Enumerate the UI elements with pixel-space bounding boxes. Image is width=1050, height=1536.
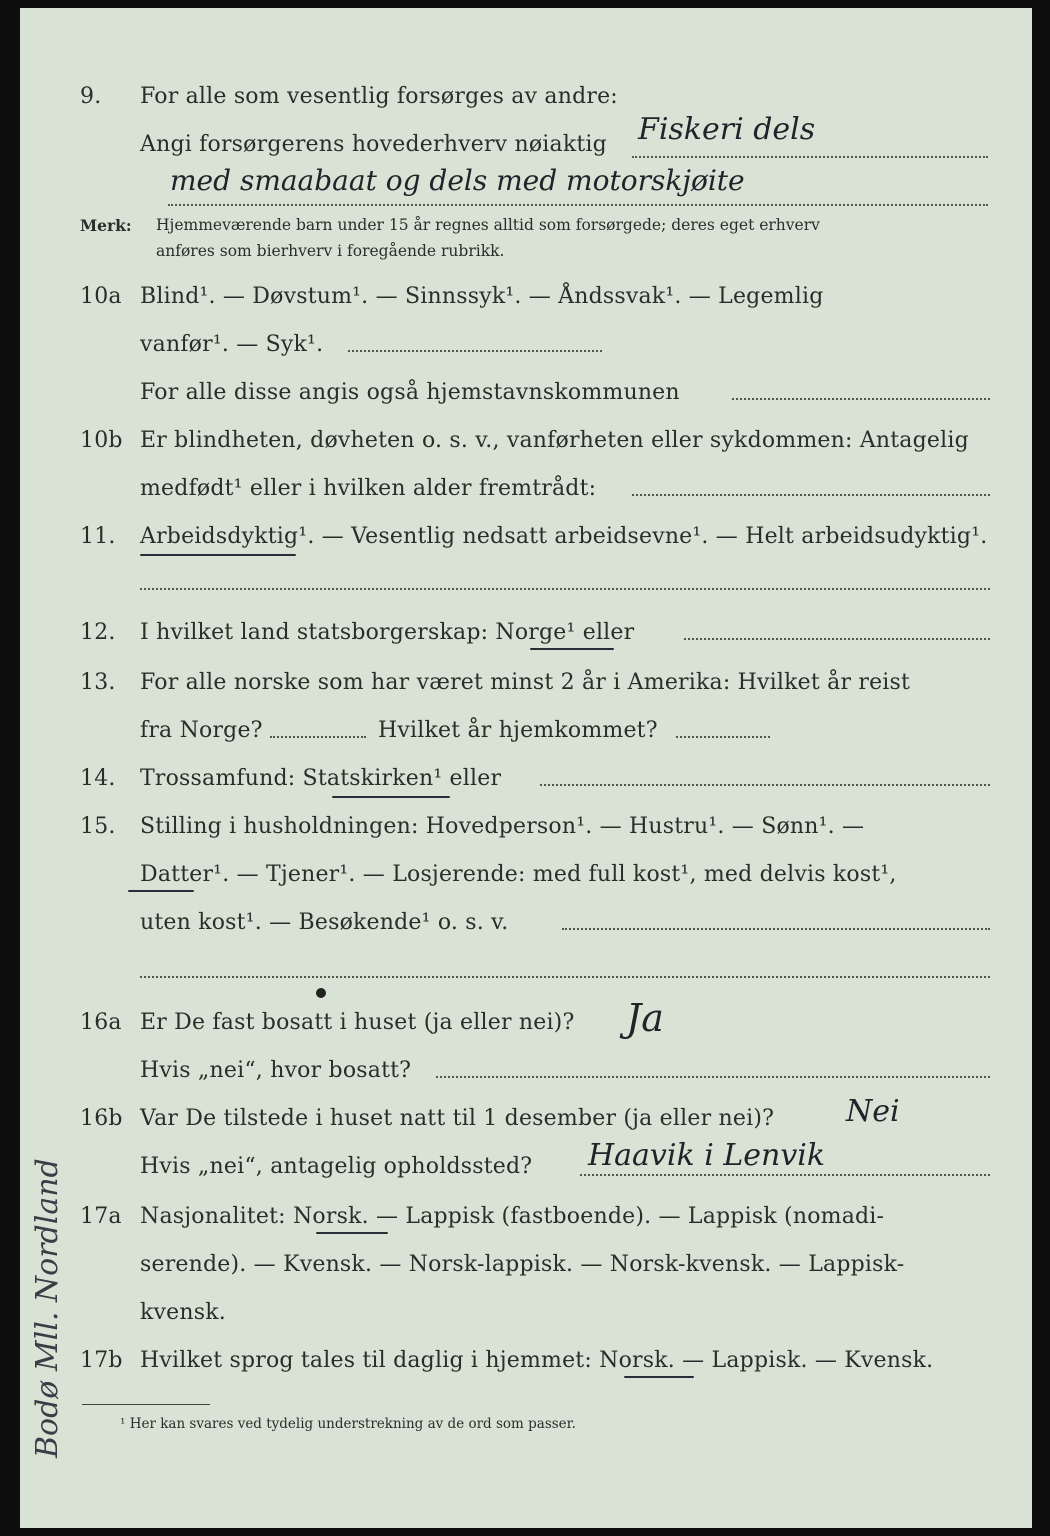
q10b-line2: medfødt¹ eller i hvilken alder fremtrådt: [140, 476, 597, 501]
q13-line1: For alle norske som har været minst 2 år i Amerika: Hvilket år reist [140, 670, 911, 695]
q13-year-home-line [676, 736, 770, 738]
q17a-line3: kvensk. [140, 1300, 226, 1325]
census-form-page [20, 8, 1032, 1528]
q16b-line1: Var De tilstede i huset natt til 1 desember (ja eller nei)? [140, 1106, 775, 1131]
q16a-answer-line [436, 1076, 990, 1078]
q9-line2: Angi forsørgerens hovederhverv nøiaktig [140, 132, 607, 157]
q16a-line2: Hvis „nei“, hvor bosatt? [140, 1058, 412, 1083]
q9-line1: For alle som vesentlig forsørges av andre: [140, 84, 618, 109]
q15-line1: Stilling i husholdningen: Hovedperson¹. — Hustru¹. — Sønn¹. — [140, 814, 865, 839]
q14-underline [332, 796, 450, 798]
q13-number: 13. [80, 670, 116, 695]
q16b-handwritten-answer1: Nei [846, 1094, 900, 1129]
q15-line2: Datter¹. — Tjener¹. — Losjerende: med full kost¹, med delvis kost¹, [140, 862, 897, 887]
q12-number: 12. [80, 620, 116, 645]
q16a-number: 16a [80, 1010, 122, 1035]
q17a-number: 17a [80, 1204, 122, 1229]
q16b-answer-line [580, 1174, 990, 1176]
footnote: ¹ Her kan svares ved tydelig understrekning av de ord som passer. [120, 1416, 576, 1432]
q13-line2b: Hvilket år hjemkommet? [378, 718, 658, 743]
q10a-line3: For alle disse angis også hjemstavnskommunen [140, 380, 680, 405]
q10a-line2: vanfør¹. — Syk¹. [140, 332, 324, 357]
q16b-number: 16b [80, 1106, 123, 1131]
q10b-answer-line [632, 494, 990, 496]
q17b-line1: Hvilket sprog tales til daglig i hjemmet: Norsk. — Lappisk. — Kvensk. [140, 1348, 934, 1373]
q15-line3: uten kost¹. — Besøkende¹ o. s. v. [140, 910, 509, 935]
q17b-number: 17b [80, 1348, 123, 1373]
q13-year-left-line [270, 736, 366, 738]
ink-dot [316, 988, 326, 998]
footnote-rule [82, 1404, 210, 1405]
q15-answer-line [562, 928, 990, 930]
q16b-handwritten-answer2: Haavik i Lenvik [588, 1138, 826, 1173]
q17a-line2: serende). — Kvensk. — Norsk-lappisk. — Norsk-kvensk. — Lappisk- [140, 1252, 905, 1277]
q10b-number: 10b [80, 428, 123, 453]
merk-line2: anføres som bierhverv i foregående rubrikk. [156, 242, 505, 260]
q15-answer-line2 [140, 976, 990, 978]
merk-line1: Hjemmeværende barn under 15 år regnes alltid som forsørgede; deres eget erhverv [156, 216, 820, 234]
q15-number: 15. [80, 814, 116, 839]
q11-number: 11. [80, 524, 116, 549]
q16a-handwritten-answer: Ja [626, 996, 664, 1040]
q11-answer-line [140, 588, 990, 590]
q10a-home-line [732, 398, 990, 400]
q14-line1: Trossamfund: Statskirken¹ eller [140, 766, 502, 791]
q13-line2a: fra Norge? [140, 718, 263, 743]
margin-note-handwritten: Bodø Mll. Nordland [30, 1158, 65, 1458]
q12-underline [530, 648, 614, 650]
q10a-number: 10a [80, 284, 122, 309]
merk-label: Merk: [80, 216, 132, 235]
q10a-syk-line [348, 350, 602, 352]
q16a-line1: Er De fast bosatt i huset (ja eller nei)? [140, 1010, 575, 1035]
q14-answer-line [540, 784, 990, 786]
q10a-line1: Blind¹. — Døvstum¹. — Sinnssyk¹. — Åndssvak¹. — Legemlig [140, 284, 824, 309]
q17b-underline [624, 1376, 694, 1378]
q10b-line1: Er blindheten, døvheten o. s. v., vanførheten eller sykdommen: Antagelig [140, 428, 969, 453]
q15-underline [128, 890, 194, 892]
q9-answer-line2 [168, 204, 988, 206]
q11-underline [140, 554, 296, 556]
q12-answer-line [684, 638, 990, 640]
q12-line1: I hvilket land statsborgerskap: Norge¹ eller [140, 620, 635, 645]
q9-number: 9. [80, 84, 102, 109]
q17a-underline [316, 1232, 388, 1234]
q16b-line2: Hvis „nei“, antagelig opholdssted? [140, 1154, 533, 1179]
q9-handwritten-answer1: Fiskeri dels [638, 112, 816, 147]
q9-answer-line [632, 156, 988, 158]
q11-line1: Arbeidsdyktig¹. — Vesentlig nedsatt arbeidsevne¹. — Helt arbeidsudyktig¹. [140, 524, 988, 549]
q9-handwritten-answer2: med smaabaat og dels med motorskjøite [170, 164, 745, 197]
q14-number: 14. [80, 766, 116, 791]
q17a-line1: Nasjonalitet: Norsk. — Lappisk (fastboende). — Lappisk (nomadi- [140, 1204, 885, 1229]
